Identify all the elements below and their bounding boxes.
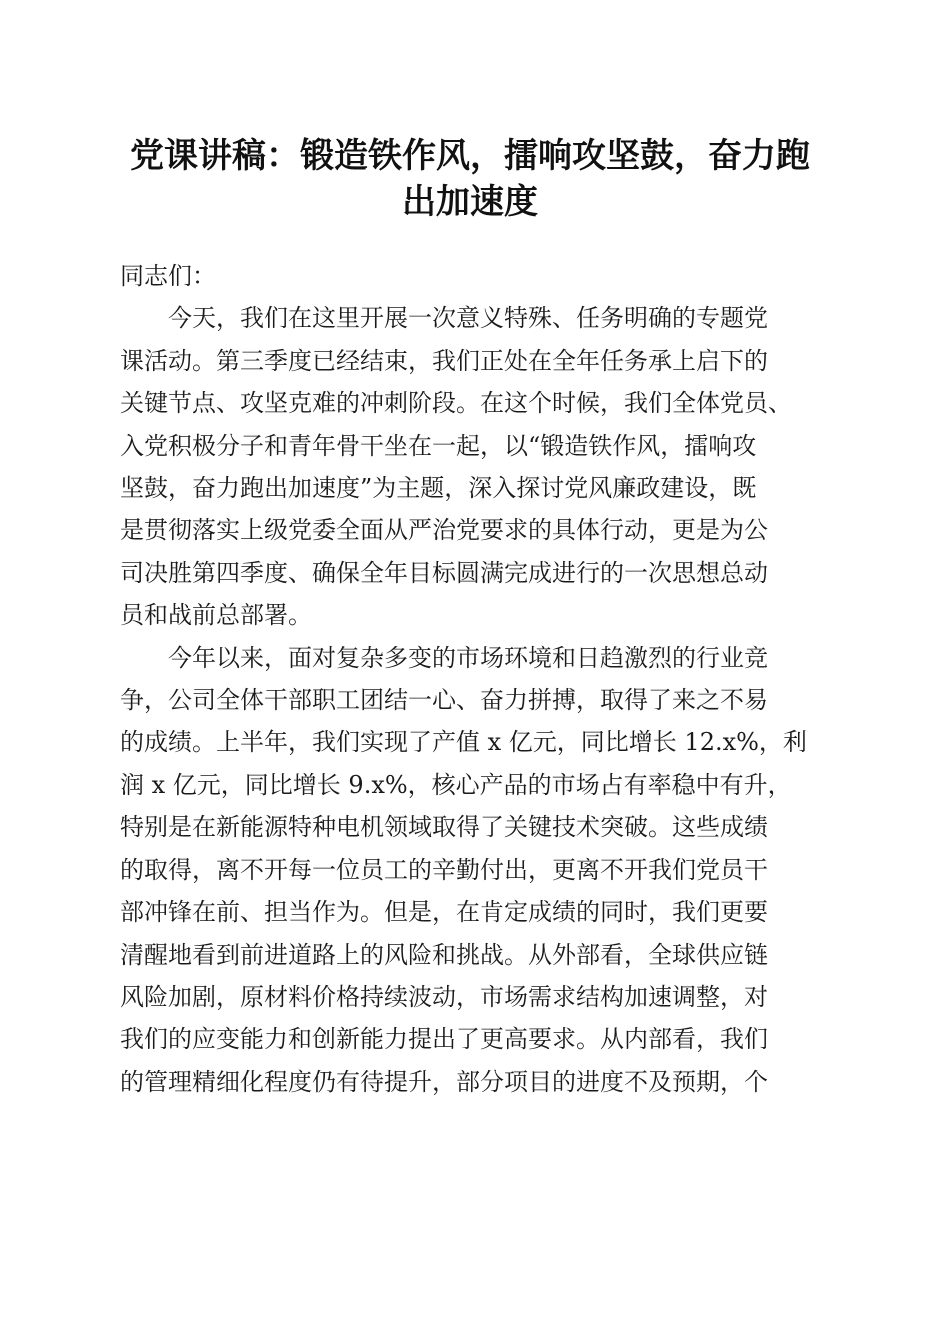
paragraph-line: 入党积极分子和青年骨干坐在一起，以“锻造铁作风，擂响攻	[120, 431, 757, 460]
paragraph-line: 清醒地看到前进道路上的风险和挑战。从外部看，全球供应链	[120, 940, 768, 969]
paragraph-line: 关键节点、攻坚克难的冲刺阶段。在这个时候，我们全体党员、	[120, 389, 792, 418]
paragraph-line: 争，公司全体干部职工团结一心、奋力拼搏，取得了来之不易	[120, 686, 768, 715]
paragraph-line: 课活动。第三季度已经结束，我们正处在全年任务承上启下的	[120, 346, 768, 375]
paragraph-line: 是贯彻落实上级党委全面从严治党要求的具体行动，更是为公	[120, 516, 768, 545]
paragraph-line: 员和战前总部署。	[120, 601, 312, 630]
salutation: 同志们：	[120, 262, 216, 290]
paragraph-2	[120, 637, 835, 1103]
paragraph-line: 的管理精细化程度仍有待提升，部分项目的进度不及预期，个	[120, 1067, 768, 1096]
paragraph-line: 的取得，离不开每一位员工的辛勤付出，更离不开我们党员干	[120, 855, 768, 884]
paragraph-line: 司决胜第四季度、确保全年目标圆满完成进行的一次思想总动	[120, 558, 768, 587]
paragraph-line: 今年以来，面对复杂多变的市场环境和日趋激烈的行业竞	[168, 643, 768, 672]
document-body	[120, 255, 835, 1103]
paragraph-line: 的成绩。上半年，我们实现了产值 x 亿元，同比增长 12.x%，利	[120, 728, 807, 757]
paragraph-line: 我们的应变能力和创新能力提出了更高要求。从内部看，我们	[120, 1025, 768, 1054]
title-line-2: 出加速度	[402, 182, 538, 222]
paragraph-line: 润 x 亿元，同比增长 9.x%，核心产品的市场占有率稳中有升，	[120, 770, 792, 799]
paragraph-line: 风险加剧，原材料价格持续波动，市场需求结构加速调整，对	[120, 982, 768, 1011]
paragraph-1	[120, 297, 835, 636]
paragraph-line: 特别是在新能源特种电机领域取得了关键技术突破。这些成绩	[120, 813, 768, 842]
document-title	[100, 133, 840, 225]
paragraph-line: 坚鼓，奋力跑出加速度”为主题，深入探讨党风廉政建设，既	[120, 474, 757, 503]
paragraph-line: 部冲锋在前、担当作为。但是，在肯定成绩的同时，我们更要	[120, 898, 768, 927]
paragraph-line: 今天，我们在这里开展一次意义特殊、任务明确的专题党	[168, 304, 768, 333]
title-line-1: 党课讲稿：锻造铁作风，擂响攻坚鼓，奋力跑	[130, 136, 810, 176]
